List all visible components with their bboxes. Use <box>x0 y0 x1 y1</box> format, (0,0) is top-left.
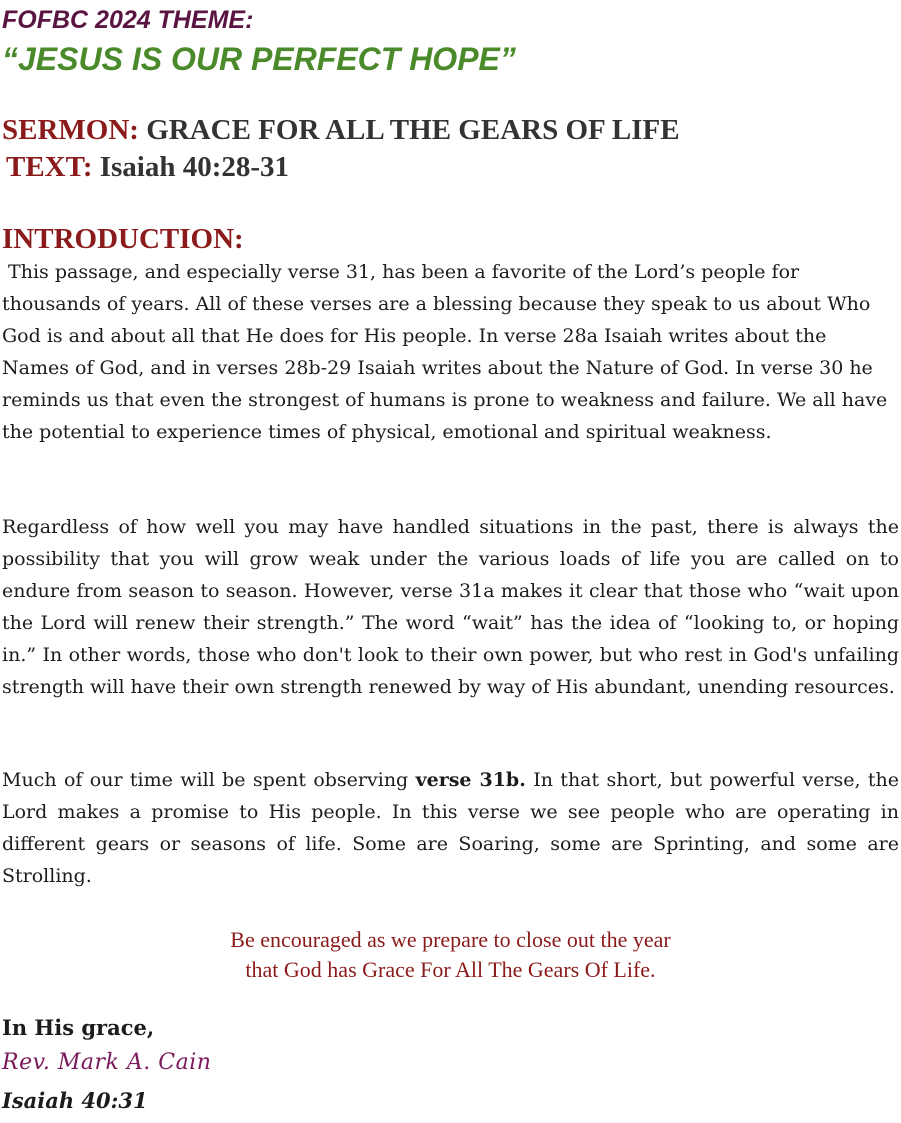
paragraph-3-lead: Much of our time will be spent observing <box>2 769 416 791</box>
sermon-heading <box>2 112 680 148</box>
introduction-paragraph-1-text: This passage, and especially verse 31, has been a favorite of the Lord’s people for thousands of years. All of these verses are a blessing because they speak to us about Who God is and about all that He does for His people. In verse 28a Isaiah writes about the Names of God, and in verses 28b-29 Isaiah writes about the Nature of God. In verse 30 he reminds us that even the strongest of humans is prone to weakness and failure. We all have the potential to experience times of physical, emotional and spiritual weakness. <box>2 261 888 443</box>
introduction-heading: INTRODUCTION: <box>2 223 244 255</box>
sermon-label: SERMON: <box>2 114 139 146</box>
encouragement-line-2: that God has Grace For All The Gears Of Life. <box>245 957 656 982</box>
encouragement-message <box>0 925 901 985</box>
theme-title: “JESUS IS OUR PERFECT HOPE” <box>2 41 516 77</box>
text-label: TEXT: <box>6 151 93 183</box>
theme-label: FOFBC 2024 THEME: <box>2 6 254 34</box>
paragraph-3-rest: In that short, but powerful verse, the Lord makes a promise to His people. In this verse we see people who are operating in different gears or seasons of life. Some are Soaring, some are Sprinting, and some are Strolling. <box>2 769 899 887</box>
sermon-title: GRACE FOR ALL THE GEARS OF LIFE <box>146 114 680 146</box>
introduction-paragraph-1 <box>2 256 899 448</box>
closing-salutation: In His grace, <box>2 1015 155 1040</box>
closing-scripture: Isaiah 40:31 <box>2 1088 148 1113</box>
encouragement-line-1: Be encouraged as we prepare to close out the year <box>230 927 671 952</box>
paragraph-3-verse-emphasis: verse 31b. <box>415 769 526 791</box>
text-heading <box>6 149 289 185</box>
text-reference: Isaiah 40:28-31 <box>99 151 290 183</box>
introduction-paragraph-3 <box>2 764 899 892</box>
pastor-signature: Rev. Mark A. Cain <box>2 1050 212 1075</box>
introduction-paragraph-2: Regardless of how well you may have handled situations in the past, there is always the possibility that you will grow weak under the various loads of life you are called on to endure from season to season. However, verse 31a makes it clear that those who “wait upon the Lord will renew their strength.” The word “wait” has the idea of “looking to, or hoping in.” In other words, those who don't look to their own power, but who rest in God's unfailing strength will have their own strength renewed by way of His abundant, unending resources. <box>2 516 899 698</box>
